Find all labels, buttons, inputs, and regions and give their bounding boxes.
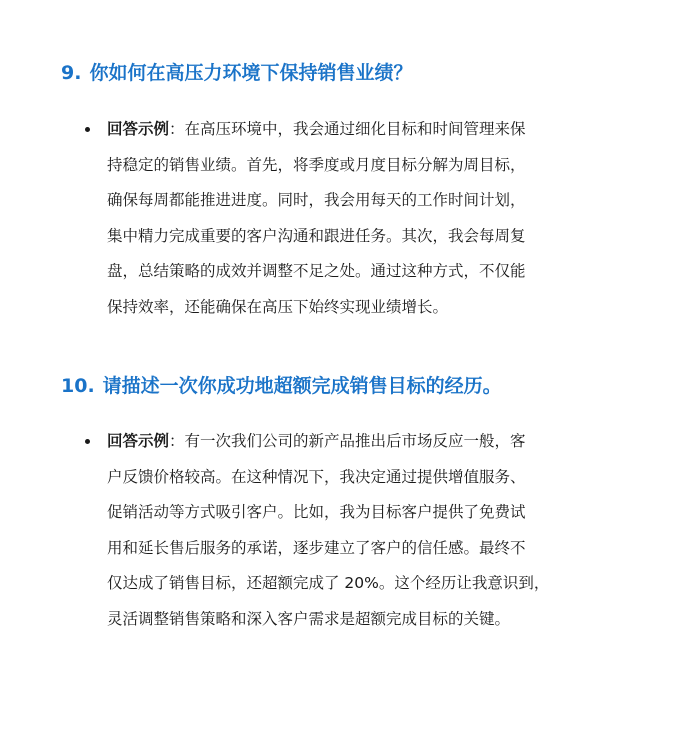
answer-line: 盘，总结策略的成效并调整不足之处。通过这种方式，不仅能: [107, 262, 526, 280]
question-heading-9: [61, 60, 412, 86]
answer-line: 确保每周都能推进进度。同时，我会用每天的工作时间计划，: [107, 191, 526, 209]
answer-line: 回答示例：在高压环境中，我会通过细化目标和时间管理来保: [107, 120, 526, 138]
answer-separator: ：: [169, 432, 185, 450]
answer-separator: ：: [169, 120, 185, 138]
answer-line: 集中精力完成重要的客户沟通和跟进任务。其次，我会每周复: [107, 226, 526, 245]
bullet-icon: [85, 439, 90, 444]
answer-line: 仅达成了销售目标，还超额完成了 20%。这个经历让我意识到，: [107, 574, 550, 592]
answer-label: 回答示例: [107, 120, 170, 138]
question-number: 10.: [61, 375, 95, 397]
answer-item-9: [85, 112, 605, 325]
answer-line: 回答示例：有一次我们公司的新产品推出后市场反应一般，客: [107, 432, 526, 450]
answer-line: 灵活调整销售策略和深入客户需求是超额完成目标的关键。: [107, 609, 511, 628]
answer-line: 持稳定的销售业绩。首先，将季度或月度目标分解为周目标，: [107, 155, 526, 174]
question-title: 请描述一次你成功地超额完成销售目标的经历。: [102, 375, 502, 397]
bullet-icon: [85, 127, 90, 132]
question-heading-10: [61, 373, 502, 399]
question-number: 9.: [61, 62, 82, 84]
answer-label: 回答示例: [107, 432, 170, 450]
answer-line: 促销活动等方式吸引客户。比如，我为目标客户提供了免费试: [107, 503, 526, 521]
answer-line: 保持效率，还能确保在高压下始终实现业绩增长。: [107, 297, 449, 316]
answer-line: 用和延长售后服务的承诺，逐步建立了客户的信任感。最终不: [107, 538, 526, 557]
question-title: 你如何在高压力环境下保持销售业绩？: [89, 62, 413, 84]
answer-item-10: [85, 424, 605, 637]
answer-line: 户反馈价格较高。在这种情况下，我决定通过提供增值服务、: [107, 467, 526, 486]
